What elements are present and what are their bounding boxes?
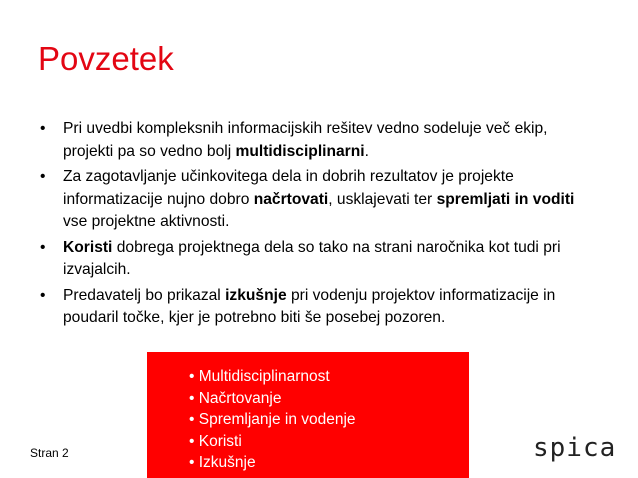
bullet-bold-text: načrtovati (253, 190, 329, 208)
bullet-item (38, 285, 598, 330)
bullet-dot: • (40, 286, 46, 304)
bullet-bold-text: Koristi (63, 238, 113, 256)
bullet-text: . (364, 142, 369, 160)
summary-list (189, 366, 356, 474)
bullet-list (38, 118, 598, 333)
bullet-text: Predavatelj bo prikazal (63, 286, 226, 304)
bullet-dot: • (40, 168, 46, 185)
spica-logo: spica (533, 433, 617, 463)
summary-item: • Koristi (189, 432, 242, 450)
summary-item: • Multidisciplinarnost (189, 368, 330, 385)
summary-item-label: Izkušnje (198, 454, 256, 471)
bullet-bold-text: izkušnje (225, 286, 287, 304)
bullet-text: dobrega projektnega dela so tako na strani naročnika kot tudi pri izvajalcih. (63, 238, 561, 278)
page-number: Stran 2 (30, 446, 69, 460)
bullet-item (38, 237, 598, 282)
bullet-item (38, 166, 598, 234)
summary-box (147, 352, 469, 478)
bullet-bold-text: multidisciplinarni (235, 142, 365, 160)
bullet-text: Za zagotavljanje učinkovitega dela in dobrih rezultatov je projekte informatizacije nujno dobro (63, 168, 514, 208)
bullet-item (38, 118, 598, 163)
bullet-text: Pri uvedbi kompleksnih informacijskih rešitev vedno sodeluje več ekip, projekti pa so vedno bolj (63, 120, 548, 160)
summary-item-label: Koristi (198, 432, 242, 450)
summary-item: • Spremljanje in vodenje (189, 411, 356, 428)
summary-item-label: Načrtovanje (198, 389, 282, 407)
summary-item: • Izkušnje (189, 454, 256, 471)
bullet-text: , usklajevati ter (328, 190, 437, 208)
summary-item: • Načrtovanje (189, 389, 282, 407)
summary-item-label: Spremljanje in vodenje (198, 411, 356, 428)
bullet-dot: • (40, 120, 46, 137)
bullet-text: vse projektne aktivnosti. (63, 213, 230, 230)
bullet-dot: • (40, 238, 46, 256)
summary-item-label: Multidisciplinarnost (198, 368, 330, 385)
bullet-text: pri vodenju projektov informatizacije in poudaril točke, kjer je potrebno biti še posebej pozoren. (63, 286, 556, 326)
bullet-bold-text: spremljati in voditi (436, 190, 575, 208)
slide-title: Povzetek (38, 40, 174, 77)
